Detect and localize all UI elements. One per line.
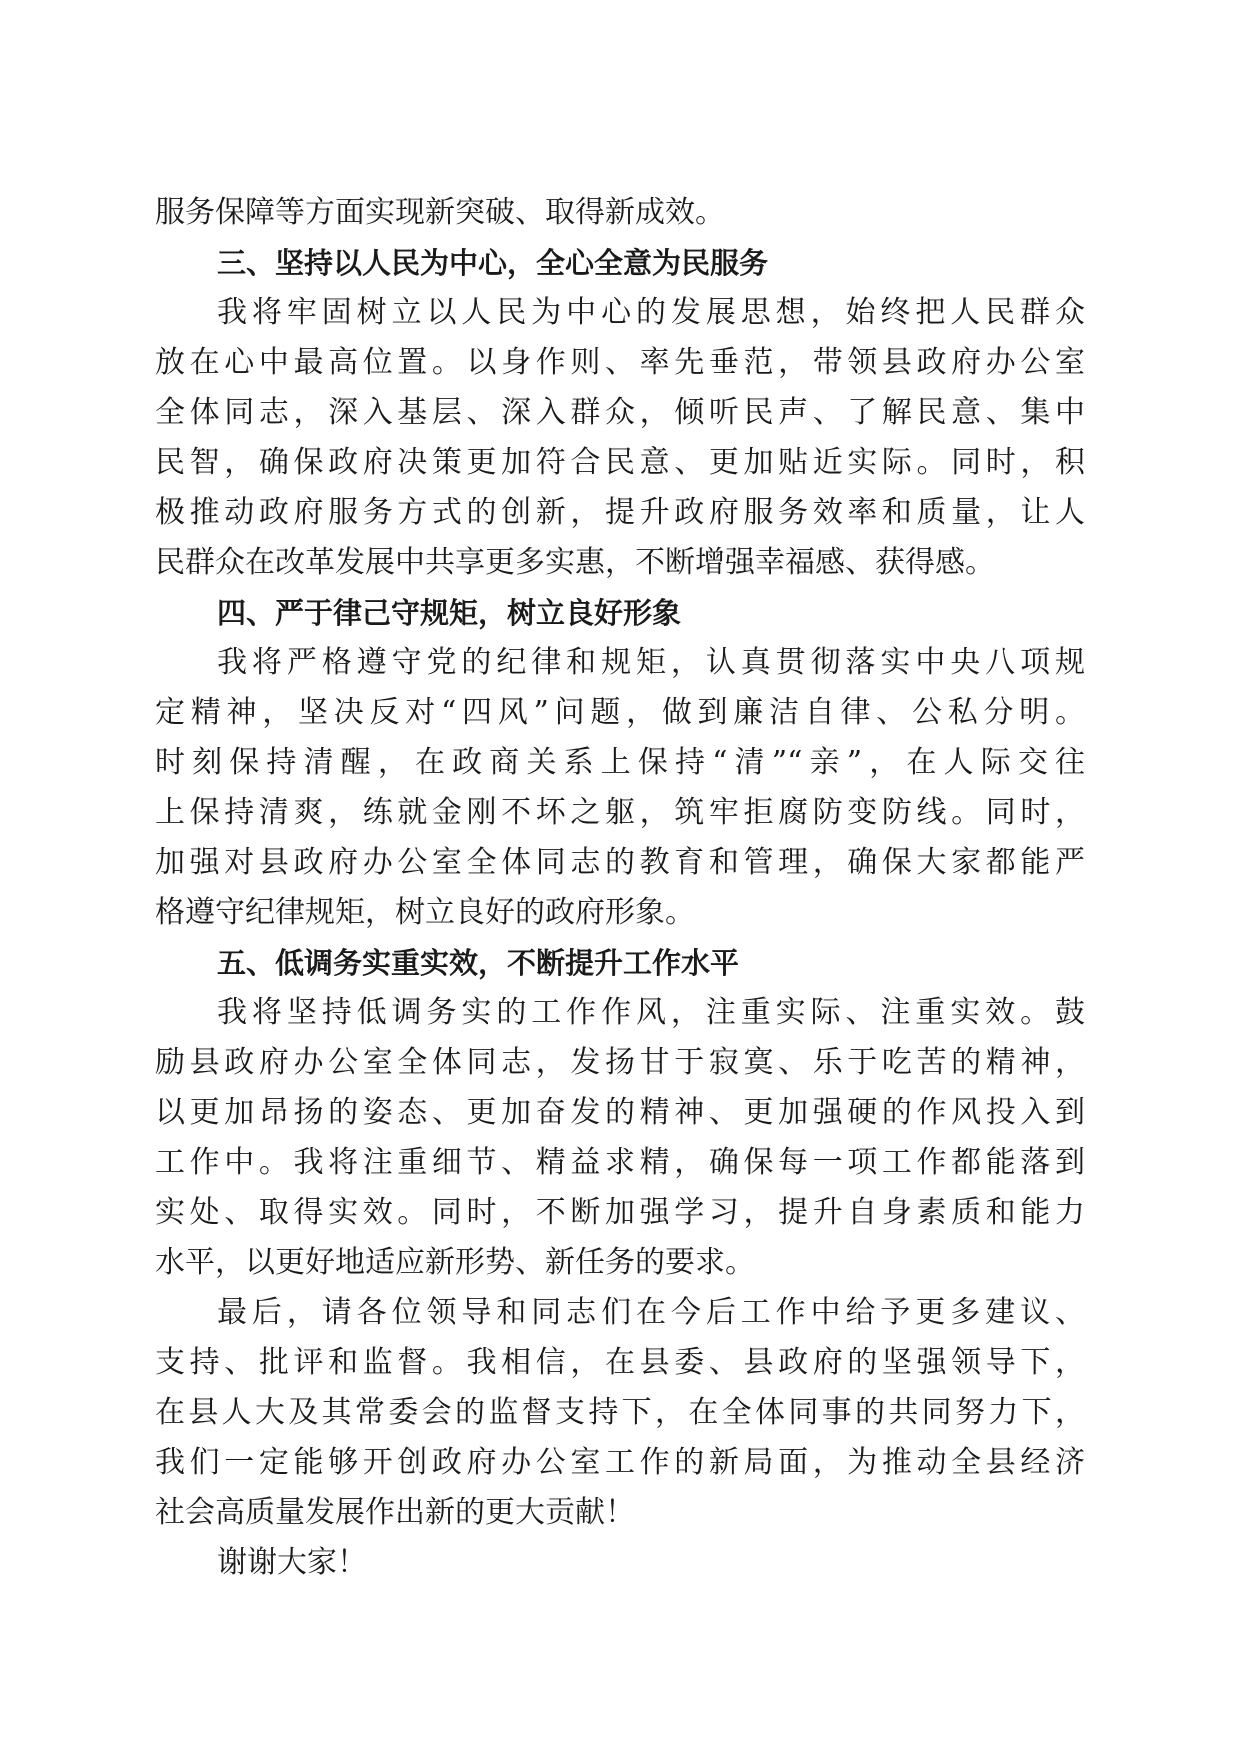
thanks-paragraph [155,1538,1085,1588]
closing-paragraph [155,1288,1085,1538]
paragraph-line: 支持、批评和监督。我相信，在县委、县政府的坚强领导下， [155,1345,1085,1380]
section-heading: 三、坚持以人民为中心，全心全意为民服务 [217,246,769,280]
paragraph-line: 全体同志，深入基层、深入群众，倾听民声、了解民意、集中 [155,395,1085,430]
section-5 [155,938,1085,1288]
paragraph-line: 上保持清爽，练就金刚不坏之躯，筑牢拒腐防变防线。同时， [155,795,1085,830]
section-4 [155,588,1085,938]
paragraph-line: 水平，以更好地适应新形势、新任务的要求。 [155,1245,755,1280]
paragraph-line: 社会高质量发展作出新的更大贡献！ [155,1495,635,1530]
paragraph-line: 我将严格遵守党的纪律和规矩，认真贯彻落实中央八项规 [217,645,1085,680]
paragraph-line: 实处、取得实效。同时，不断加强学习，提升自身素质和能力 [155,1195,1085,1230]
paragraph-line: 放在心中最高位置。以身作则、率先垂范，带领县政府办公室 [155,345,1085,380]
paragraph-line: 工作中。我将注重细节、精益求精，确保每一项工作都能落到 [155,1145,1085,1180]
paragraph-line: 我将牢固树立以人民为中心的发展思想，始终把人民群众 [217,295,1085,330]
continuation-paragraph [155,188,1085,238]
paragraph-line: 极推动政府服务方式的创新，提升政府服务效率和质量，让人 [155,495,1085,530]
paragraph-line: 以更加昂扬的姿态、更加奋发的精神、更加强硬的作风投入到 [155,1095,1085,1130]
paragraph-line: 格遵守纪律规矩，树立良好的政府形象。 [155,895,695,930]
document-body [155,188,1085,1588]
section-heading: 五、低调务实重实效，不断提升工作水平 [217,946,740,980]
paragraph-line: 最后，请各位领导和同志们在今后工作中给予更多建议、 [217,1295,1085,1330]
paragraph-line: 民群众在改革发展中共享更多实惠，不断增强幸福感、获得感。 [155,545,995,580]
paragraph-line: 我将坚持低调务实的工作作风，注重实际、注重实效。鼓 [217,995,1085,1030]
thanks-line: 谢谢大家！ [217,1545,367,1580]
paragraph-line: 时刻保持清醒，在政商关系上保持“清”“亲”，在人际交往 [155,745,1085,780]
paragraph-line: 定精神，坚决反对“四风”问题，做到廉洁自律、公私分明。 [155,695,1085,730]
section-3 [155,238,1085,588]
paragraph-line: 加强对县政府办公室全体同志的教育和管理，确保大家都能严 [155,845,1085,880]
paragraph-line: 在县人大及其常委会的监督支持下，在全体同事的共同努力下， [155,1395,1085,1430]
paragraph-line: 服务保障等方面实现新突破、取得新成效。 [155,195,725,230]
paragraph-line: 民智，确保政府决策更加符合民意、更加贴近实际。同时，积 [155,445,1085,480]
paragraph-line: 我们一定能够开创政府办公室工作的新局面，为推动全县经济 [155,1445,1085,1480]
paragraph-line: 励县政府办公室全体同志，发扬甘于寂寞、乐于吃苦的精神， [155,1045,1085,1080]
section-heading: 四、严于律己守规矩，树立良好形象 [217,596,682,630]
